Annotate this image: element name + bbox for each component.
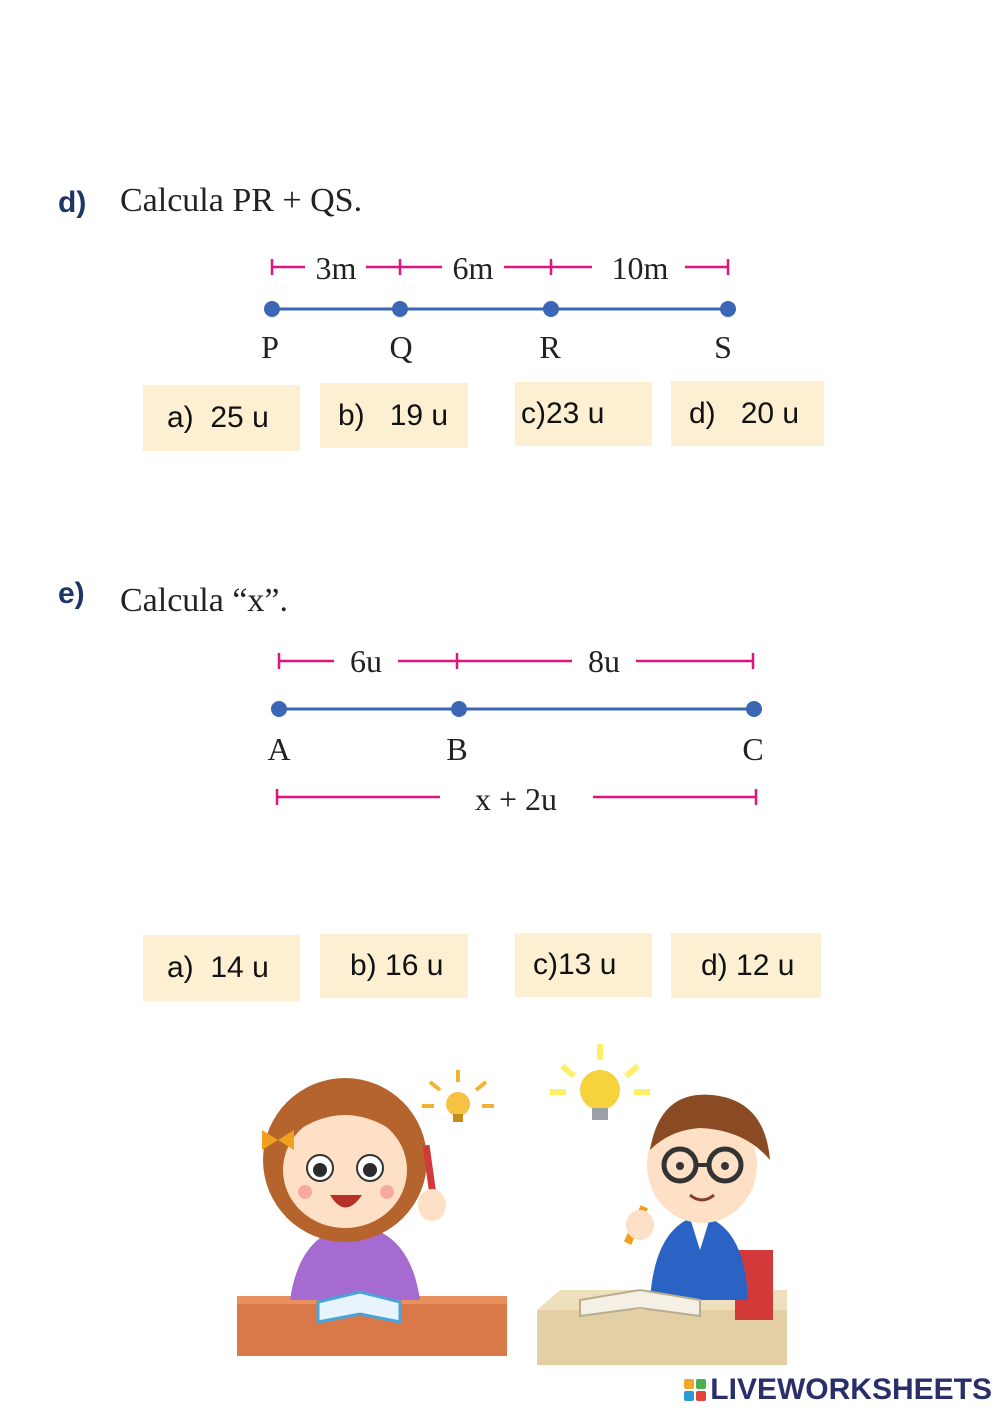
option-value: 25 u bbox=[210, 401, 269, 434]
option-value: 23 u bbox=[546, 397, 605, 430]
girl-face bbox=[283, 1112, 407, 1228]
total-label: x + 2u bbox=[474, 781, 558, 817]
point-b-label: B bbox=[446, 731, 468, 767]
point-s-label: S bbox=[714, 329, 732, 365]
segment-label-ab: 6u bbox=[350, 643, 382, 679]
liveworksheets-logo bbox=[684, 1373, 992, 1407]
question-d-label: d) bbox=[58, 186, 87, 219]
liveworksheets-text: LIVEWORKSHEETS bbox=[710, 1373, 992, 1406]
option-value: 19 u bbox=[389, 398, 449, 432]
point-c-label: C bbox=[742, 731, 764, 767]
option-value: 13 u bbox=[558, 948, 617, 981]
option-letter: b) bbox=[350, 949, 377, 982]
option-letter: d) bbox=[701, 948, 728, 982]
point-r-label: R bbox=[539, 329, 561, 365]
question-e-prompt: Calcula “x”. bbox=[120, 582, 289, 619]
lightbulb-glass bbox=[446, 1092, 470, 1116]
option-letter: a) bbox=[167, 951, 194, 984]
segment-label-qr: 6m bbox=[452, 250, 494, 286]
option-letter: d) bbox=[689, 396, 716, 430]
segment-label-rs: 10m bbox=[611, 250, 669, 286]
option-letter: a) bbox=[167, 401, 194, 434]
option-letter: b) bbox=[338, 398, 365, 432]
point-a-label: A bbox=[267, 731, 291, 767]
liveworksheets-icon bbox=[684, 1379, 706, 1401]
segment-label-pq: 3m bbox=[315, 250, 357, 286]
option-value: 12 u bbox=[736, 948, 795, 982]
segment-label-bc: 8u bbox=[588, 643, 620, 679]
point-p-label: P bbox=[261, 329, 279, 365]
option-letter: c) bbox=[533, 948, 558, 981]
option-letter: c) bbox=[521, 397, 546, 430]
option-value: 20 u bbox=[740, 396, 800, 430]
question-d-prompt: Calcula PR + QS. bbox=[120, 182, 363, 219]
option-value: 14 u bbox=[210, 951, 269, 984]
point-q-label: Q bbox=[389, 329, 413, 365]
option-value: 16 u bbox=[385, 949, 444, 982]
question-e-label: e) bbox=[58, 577, 85, 610]
